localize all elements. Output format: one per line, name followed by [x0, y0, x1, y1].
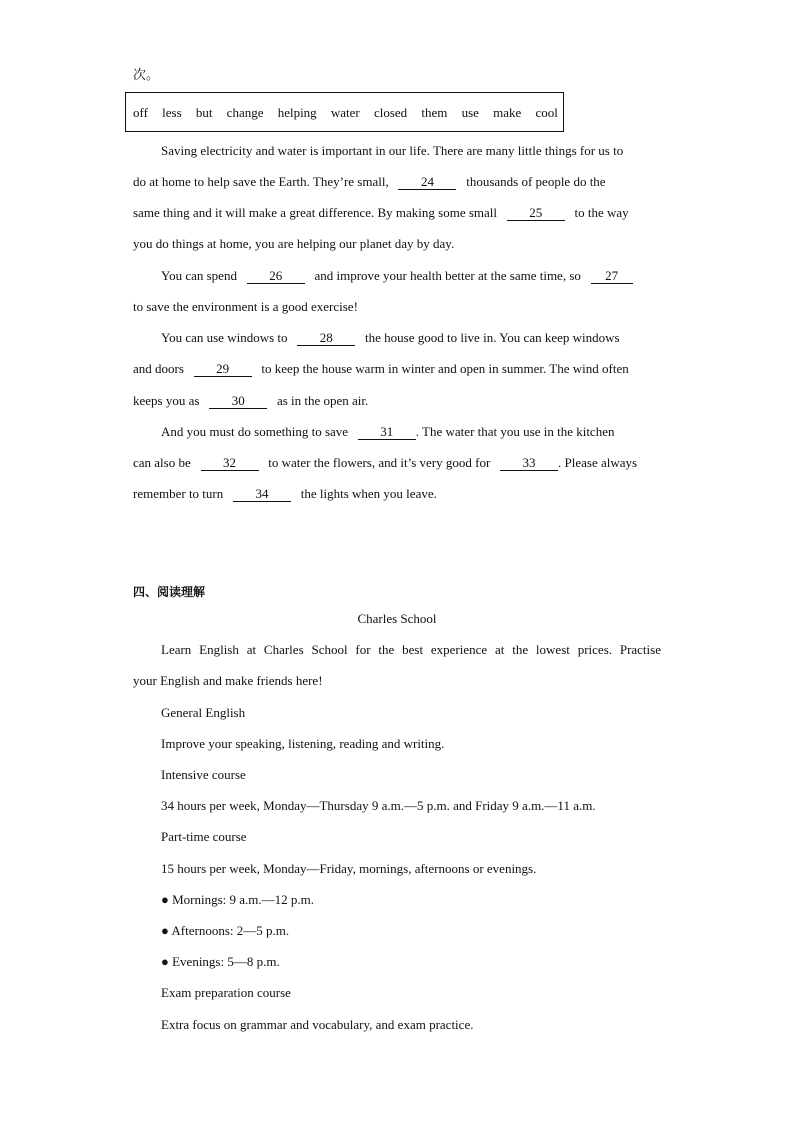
cloze-line: you do things at home, you are helping our planet day by day. — [133, 236, 455, 251]
word-bank-item: them — [421, 105, 448, 120]
word-bank-item: closed — [373, 105, 408, 120]
cloze-line — [133, 361, 661, 377]
schedule-item: ● Evenings: 5—8 p.m. — [161, 954, 280, 969]
cloze-text: as in the open air. — [276, 393, 369, 408]
cloze-text: the lights when you leave. — [300, 486, 437, 501]
course-heading: Exam preparation course — [161, 985, 291, 1000]
cloze-text: and improve your health better at the same time, so — [314, 268, 581, 283]
course-heading: General English — [161, 705, 246, 720]
blank-31[interactable]: 31 — [358, 425, 416, 440]
cloze-text: to water the flowers, and it’s very good for — [268, 455, 491, 470]
cloze-text: to keep the house warm in winter and open in summer. The wind often — [261, 361, 629, 376]
course-text: 34 hours per week, Monday—Thursday 9 a.m.—5 p.m. and Friday 9 a.m.—11 a.m. — [161, 798, 596, 813]
word-bank-item: off — [133, 105, 148, 120]
blank-32[interactable]: 32 — [201, 456, 259, 471]
article-title: Charles School — [357, 611, 437, 626]
cloze-text: You can use windows to — [161, 330, 288, 345]
word-bank-item: cool — [535, 105, 558, 120]
article-intro: Learn English at Charles School for the best experience at the lowest prices. Practise — [161, 642, 661, 657]
cloze-text: do at home to help save the Earth. They’re small, — [133, 174, 389, 189]
word-bank-item: but — [195, 105, 213, 120]
course-text: 15 hours per week, Monday—Friday, mornings, afternoons or evenings. — [161, 861, 537, 876]
blank-34[interactable]: 34 — [233, 487, 291, 502]
cloze-line — [161, 268, 689, 284]
cloze-line: Saving electricity and water is important in our life. There are many little things for us to — [161, 143, 624, 158]
blank-26[interactable]: 26 — [247, 269, 305, 284]
course-text: Improve your speaking, listening, reading and writing. — [161, 736, 445, 751]
cloze-text: and doors — [133, 361, 184, 376]
cloze-line — [133, 393, 661, 409]
section-heading: 四、阅读理解 — [133, 585, 206, 599]
word-bank-item: water — [330, 105, 360, 120]
cloze-text: You can spend — [161, 268, 237, 283]
cloze-text: thousands of people do the — [466, 174, 606, 189]
cloze-text: same thing and it will make a great difference. By making some small — [133, 205, 498, 220]
cloze-text: keeps you as — [133, 393, 200, 408]
word-bank — [133, 105, 558, 121]
word-bank-item: helping — [277, 105, 317, 120]
blank-30[interactable]: 30 — [209, 394, 267, 409]
word-bank-item: make — [493, 105, 522, 120]
cloze-line — [161, 330, 689, 346]
top-fragment: 次。 — [133, 68, 160, 83]
cloze-line: to save the environment is a good exercise! — [133, 299, 358, 314]
cloze-line — [133, 455, 661, 471]
cloze-line — [133, 174, 661, 190]
cloze-text: can also be — [133, 455, 191, 470]
schedule-item: ● Afternoons: 2—5 p.m. — [161, 923, 290, 938]
word-bank-item: change — [226, 105, 264, 120]
word-bank-box — [125, 92, 564, 132]
blank-24[interactable]: 24 — [398, 175, 456, 190]
schedule-item: ● Mornings: 9 a.m.—12 p.m. — [161, 892, 315, 907]
course-heading: Part-time course — [161, 829, 247, 844]
blank-29[interactable]: 29 — [194, 362, 252, 377]
word-bank-item: use — [461, 105, 479, 120]
cloze-line — [161, 424, 689, 440]
cloze-line — [133, 486, 661, 502]
blank-25[interactable]: 25 — [507, 206, 565, 221]
cloze-text: . The water that you use in the kitchen — [415, 424, 615, 439]
course-text: Extra focus on grammar and vocabulary, and exam practice. — [161, 1017, 474, 1032]
cloze-text: remember to turn — [133, 486, 224, 501]
cloze-text: And you must do something to save — [161, 424, 349, 439]
cloze-line — [133, 205, 661, 221]
word-bank-item: less — [162, 105, 182, 120]
cloze-text: . Please always — [558, 455, 638, 470]
course-heading: Intensive course — [161, 767, 246, 782]
cloze-text: the house good to live in. You can keep windows — [365, 330, 620, 345]
cloze-text: to the way — [574, 205, 629, 220]
article-intro: your English and make friends here! — [133, 673, 323, 688]
blank-28[interactable]: 28 — [297, 331, 355, 346]
blank-27[interactable]: 27 — [591, 269, 633, 284]
blank-33[interactable]: 33 — [500, 456, 558, 471]
